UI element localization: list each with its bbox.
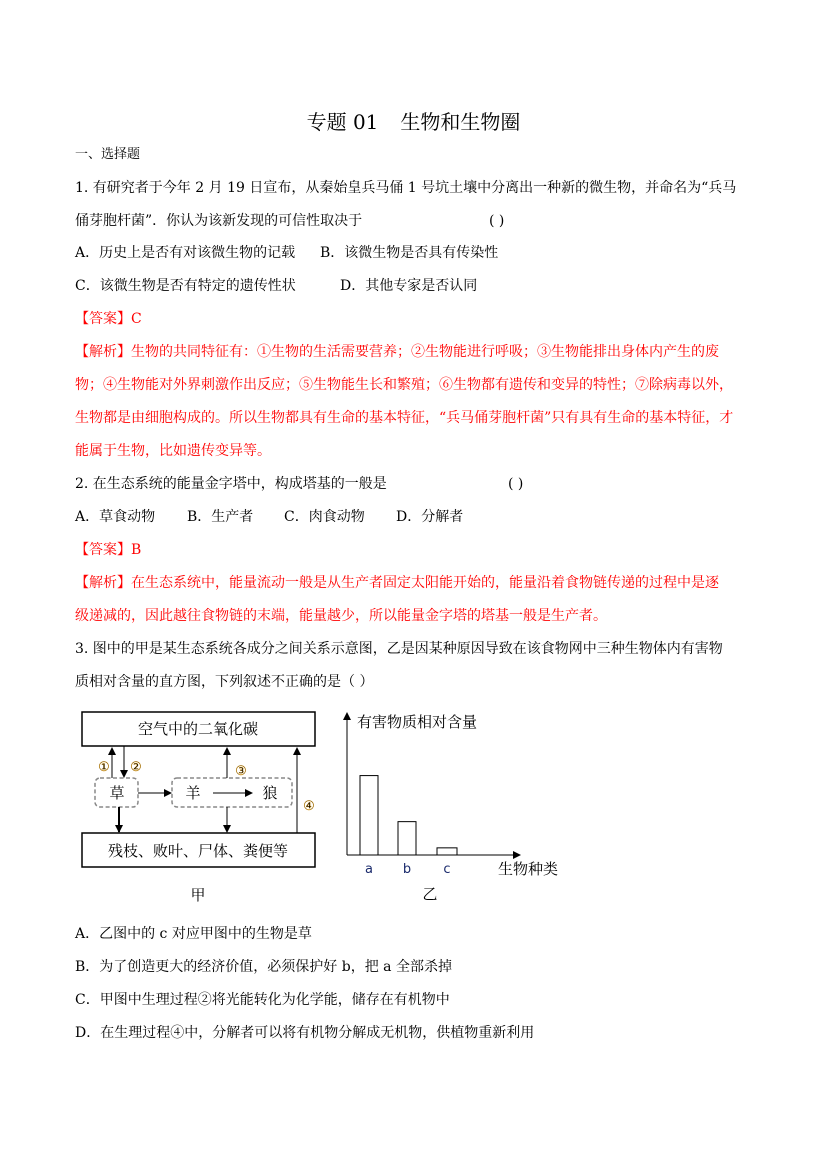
q2-analysis-line2: 级递减的，因此越往食物链的末端，能量越少，所以能量金字塔的塔基一般是生产者。 <box>75 608 607 624</box>
title-prefix: 专题 01 <box>306 110 379 134</box>
q3-stem-line2: 质相对含量的直方图，下列叙述不正确的是（ ） <box>75 674 374 690</box>
q1-stem-line2: 俑芽胞杆菌”．你认为该新发现的可信性取决于 <box>75 213 363 229</box>
q1-option-c: C．该微生物是否有特定的遗传性状 <box>75 278 296 294</box>
q2-answer-bracket: ( ) <box>508 476 524 492</box>
tick-label-b: b <box>402 862 412 877</box>
wolf-label: 狼 <box>262 784 278 802</box>
co2-box-label: 空气中的二氧化碳 <box>137 720 259 738</box>
q1-analysis-line4: 能属于生物，比如遗传变异等。 <box>75 443 271 459</box>
q1-option-d: D．其他专家是否认同 <box>340 278 478 294</box>
tick-label-a: a <box>365 862 373 877</box>
marker-1: ① <box>98 760 110 775</box>
q3-stem-line1: 3. 图中的甲是某生态系统各成分之间关系示意图，乙是因某种原因导致在该食物网中三种生物体内有害物 <box>75 641 723 657</box>
q1-analysis-line2: 物；④生物能对外界刺激作出反应；⑤生物能生长和繁殖；⑥生物都有遗传和变异的特性；⑦除病毒以外， <box>75 377 733 393</box>
q2-option-c: C．肉食动物 <box>284 509 365 525</box>
marker-4: ④ <box>303 799 315 814</box>
sheep-label: 羊 <box>185 784 201 802</box>
q3-option-a: A．乙图中的 c 对应甲图中的生物是草 <box>75 926 312 942</box>
q1-answer-bracket: ( ) <box>489 213 505 229</box>
figure-yi-chart <box>330 700 580 910</box>
q2-stem: 2. 在生态系统的能量金字塔中，构成塔基的一般是 <box>75 476 387 492</box>
grass-label: 草 <box>109 784 125 802</box>
q2-analysis-line1: 【解析】在生态系统中，能量流动一般是从生产者固定太阳能开始的，能量沿着食物链传递的过程中是逐 <box>75 575 719 591</box>
q1-analysis-line3: 生物都是由细胞构成的。所以生物都具有生命的基本特征，“兵马俑芽胞杆菌”只有具有生命的基本特征，才 <box>75 410 734 426</box>
q1-option-b: B．该微生物是否具有传染性 <box>320 245 499 261</box>
bar-a <box>360 776 378 855</box>
y-axis-label: 有害物质相对含量 <box>357 713 478 731</box>
q3-option-c: C．甲图中生理过程②将光能转化为化学能，储存在有机物中 <box>75 992 450 1008</box>
q2-option-b: B．生产者 <box>187 509 254 525</box>
bar-b <box>398 822 416 855</box>
title-main: 生物和生物圈 <box>400 110 521 134</box>
marker-3: ③ <box>235 764 247 779</box>
figure-jia-caption: 甲 <box>190 886 206 904</box>
chart-caption: 乙 <box>422 885 438 903</box>
q2-answer: 【答案】B <box>75 542 142 558</box>
q1-answer: 【答案】C <box>75 311 142 327</box>
q3-option-b: B．为了创造更大的经济价值，必须保护好 b，把 a 全部杀掉 <box>75 959 452 975</box>
q1-stem-line1: 1. 有研究者于今年 2 月 19 日宣布，从秦始皇兵马俑 1 号坑土壤中分离出一种新的微生物，并命名为“兵马 <box>75 180 737 196</box>
q2-option-a: A．草食动物 <box>75 509 156 525</box>
bar-c <box>437 848 457 855</box>
x-axis-label: 生物种类 <box>498 860 559 878</box>
marker-2: ② <box>130 760 142 775</box>
detritus-box-label: 残枝、败叶、尸体、粪便等 <box>107 842 289 860</box>
q2-option-d: D．分解者 <box>396 509 464 525</box>
tick-label-c: c <box>443 862 451 877</box>
q1-analysis-line1: 【解析】生物的共同特征有：①生物的生活需要营养；②生物能进行呼吸；③生物能排出身体内产生的废 <box>75 344 719 360</box>
page-title <box>0 109 827 135</box>
section-heading: 一、选择题 <box>75 147 141 162</box>
figure-jia <box>75 705 325 910</box>
q3-option-d: D．在生理过程④中，分解者可以将有机物分解成无机物，供植物重新利用 <box>75 1025 535 1041</box>
q1-option-a: A．历史上是否有对该微生物的记载 <box>75 245 296 261</box>
